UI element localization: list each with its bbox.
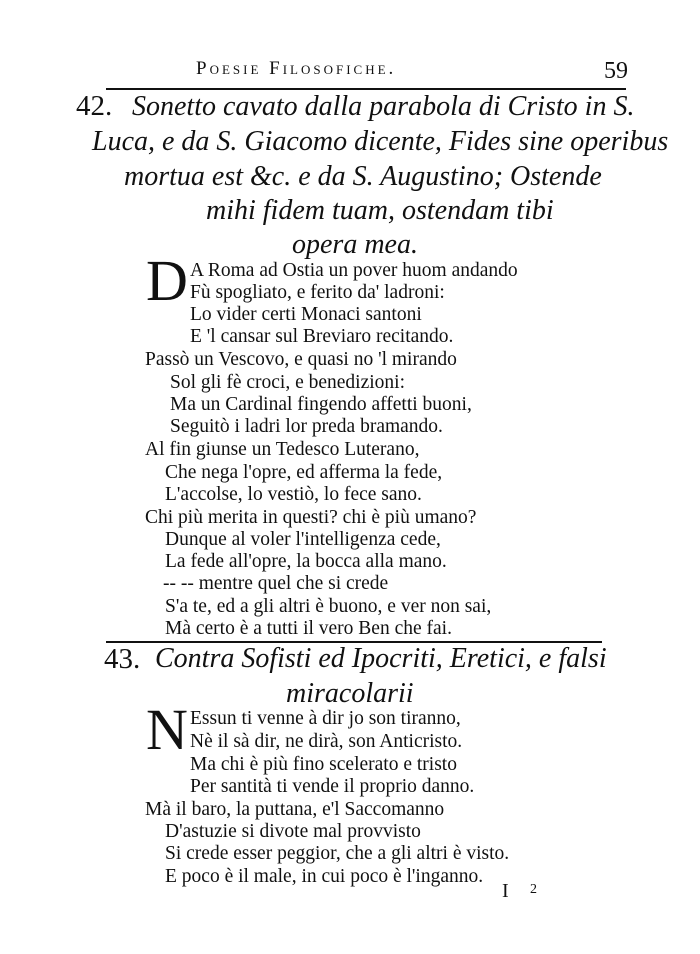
sonnet-43-number: 43. bbox=[104, 643, 141, 675]
verse-line: Lo vider certi Monaci santoni bbox=[190, 304, 422, 325]
verse-line: E 'l cansar sul Breviaro recitando. bbox=[190, 326, 454, 347]
sonnet-42-number: 42. bbox=[76, 90, 113, 122]
sonnet-43-title-line: miracolarii bbox=[286, 678, 414, 709]
verse-line: Chi più merita in questi? chi è più umano? bbox=[145, 507, 477, 528]
sonnet-42-title-line: mihi fidem tuam, ostendam tibi bbox=[206, 195, 554, 226]
verse-line: D'astuzie si divote mal provvisto bbox=[165, 821, 421, 842]
drop-cap-d: D bbox=[146, 248, 188, 313]
verse-line: La fede all'opre, la bocca alla mano. bbox=[165, 551, 447, 572]
sonnet-42-title-line: mortua est &c. e da S. Augustino; Ostende bbox=[124, 161, 602, 192]
sonnet-42-title-line: opera mea. bbox=[292, 229, 418, 260]
verse-line: Per santità ti vende il proprio danno. bbox=[190, 776, 475, 797]
running-header: Poesie Filosofiche. bbox=[196, 58, 397, 79]
verse-line: Ma un Cardinal fingendo affetti buoni, bbox=[170, 394, 472, 415]
verse-line: L'accolse, lo vestiò, lo fece sano. bbox=[165, 484, 422, 505]
verse-line: E poco è il male, in cui poco è l'inganno. bbox=[165, 866, 484, 887]
verse-line: Mà il baro, la puttana, e'l Saccomanno bbox=[145, 799, 445, 820]
verse-line: -- -- mentre quel che si crede bbox=[163, 573, 389, 594]
verse-line: Che nega l'opre, ed afferma la fede, bbox=[165, 462, 443, 483]
verse-line: Si crede esser peggior, che a gli altri è visto. bbox=[165, 843, 510, 864]
verse-line: S'a te, ed a gli altri è buono, e ver non sai, bbox=[165, 596, 492, 617]
verse-line: Ma chi è più fino scelerato e tristo bbox=[190, 754, 457, 775]
verse-line: Sol gli fè croci, e benedizioni: bbox=[170, 372, 406, 393]
verse-line: Nè il sà dir, ne dirà, son Anticristo. bbox=[190, 731, 463, 752]
verse-line: Al fin giunse un Tedesco Luterano, bbox=[145, 439, 420, 460]
sonnet-42-title-line: Sonetto cavato dalla parabola di Cristo in S. bbox=[132, 91, 635, 122]
sonnet-42-title-line: Luca, e da S. Giacomo dicente, Fides sine operibus bbox=[92, 126, 669, 157]
signature-mark: I bbox=[502, 880, 509, 902]
verse-line: Dunque al voler l'intelligenza cede, bbox=[165, 529, 441, 550]
verse-line: Essun ti venne à dir jo son tiranno, bbox=[190, 708, 461, 729]
page-number: 59 bbox=[604, 58, 628, 84]
verse-line: Passò un Vescovo, e quasi no 'l mirando bbox=[145, 349, 457, 370]
verse-line: Mà certo è a tutti il vero Ben che fai. bbox=[165, 618, 452, 639]
verse-line: Seguitò i ladri lor preda bramando. bbox=[170, 416, 443, 437]
verse-line: A Roma ad Ostia un pover huom andando bbox=[190, 260, 518, 281]
verse-line: Fù spogliato, e ferito da' ladroni: bbox=[190, 282, 445, 303]
drop-cap-n: N bbox=[146, 697, 188, 762]
signature-number: 2 bbox=[530, 882, 537, 897]
sonnet-43-title-line: Contra Sofisti ed Ipocriti, Eretici, e falsi bbox=[155, 643, 607, 674]
